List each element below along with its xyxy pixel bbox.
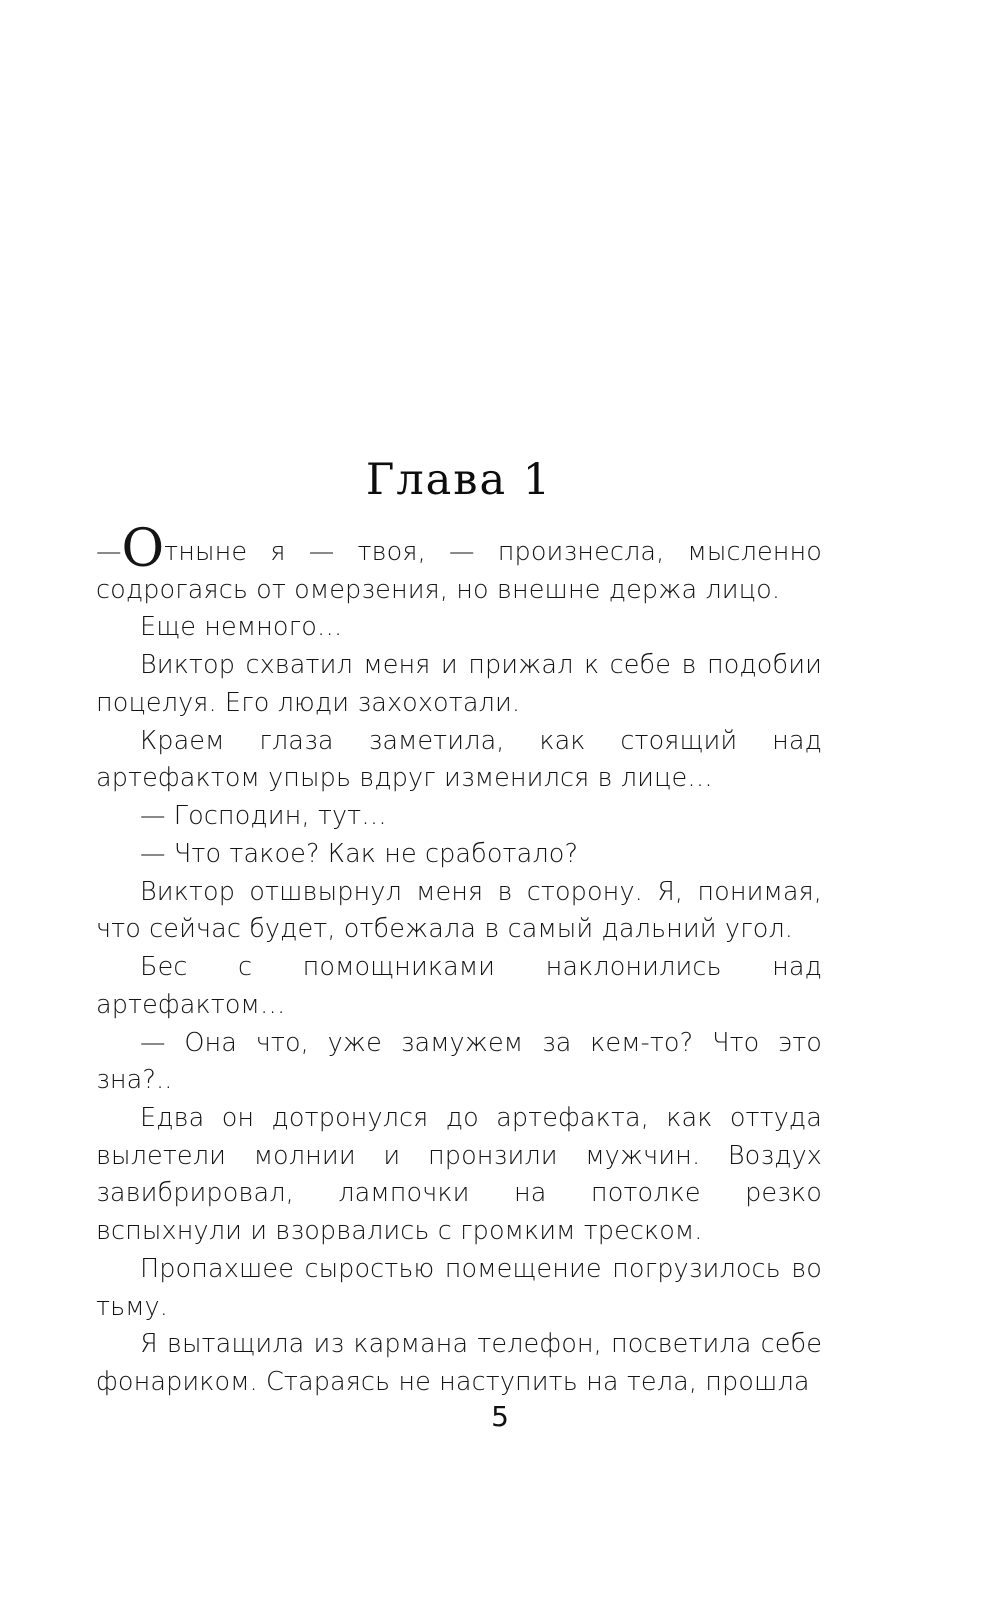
paragraph: Едва он дотронулся до артефакта, как оттуда вылетели молнии и пронзили мужчин. Воздух завибрировал, лампочки на потолке резко вспыхнули и взорвались с громким треском. [96,1103,822,1247]
page-number: 5 [491,1400,509,1433]
page-content [96,455,822,1402]
paragraph-dialogue: — Она что, уже замужем за кем-то? Что это зна?.. [96,1027,822,1096]
paragraph-text: тныне я — твоя, — произнесла, мысленно содрогаясь от омерзения, но внешне держа лицо. [96,537,822,605]
paragraph: Краем глаза заметила, как стоящий над артефактом упырь вдруг изменился в лице… [96,725,822,794]
paragraph-dialogue: — Что такое? Как не сработало? [140,838,579,869]
paragraph: Бес с помощниками наклонились над артефактом… [96,952,822,1020]
paragraph-opening [96,519,822,609]
paragraph: Я вытащила из кармана телефон, посветила себе фонариком. Стараясь не наступить на тела, прошла [96,1329,822,1398]
paragraph: Пропахшее сыростью помещение погрузилось во тьму. [96,1253,822,1322]
paragraph: Виктор схватил меня и прижал к себе в подобии поцелуя. Его люди захохотали. [96,650,822,718]
paragraph: Еще немного… [140,612,343,643]
chapter-title: Глава 1 [365,455,553,505]
drop-cap: О [121,519,165,579]
body-text [96,519,822,1402]
paragraph: Виктор отшвырнул меня в сторону. Я, понимая, что сейчас будет, отбежала в самый дальний угол. [96,876,822,945]
em-dash: — [96,537,122,567]
paragraph-dialogue: — Господин, тут… [140,801,387,832]
